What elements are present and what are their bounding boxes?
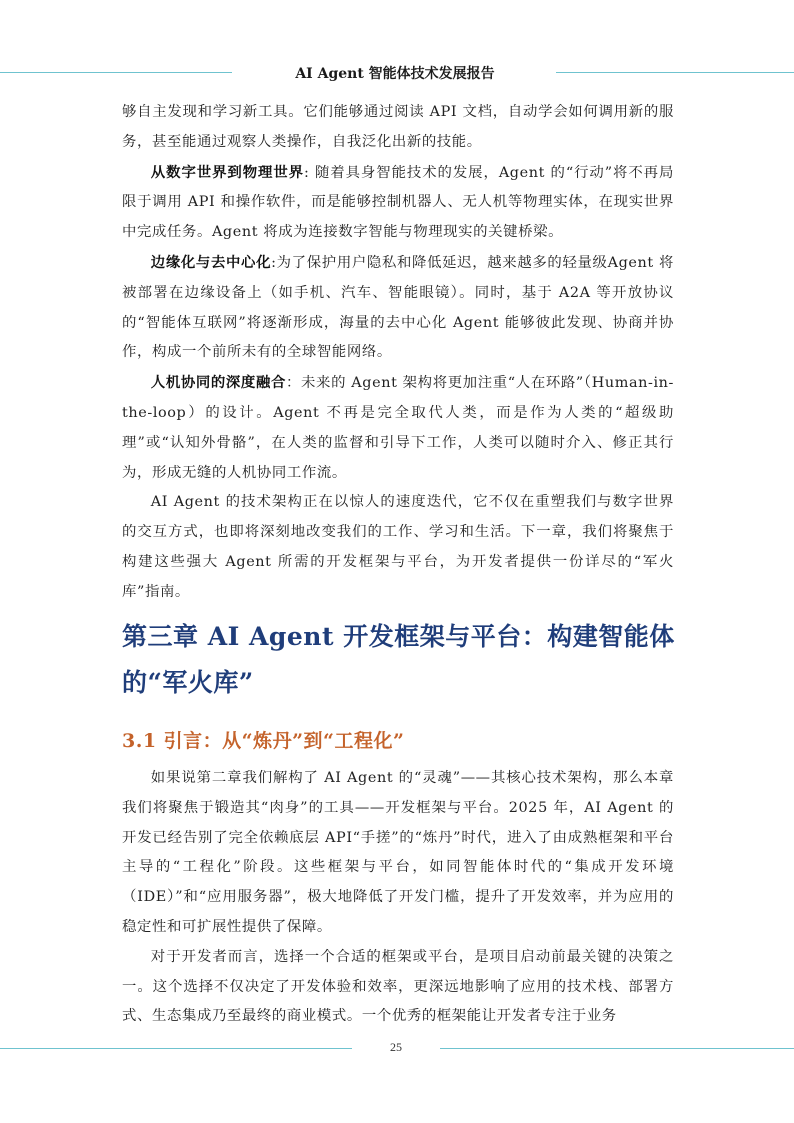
paragraph-continuation: 够自主发现和学习新工具。它们能够通过阅读 API 文档，自动学会如何调用新的服务，甚至能通过观察人类操作，自我泛化出新的技能。 — [122, 104, 674, 150]
body-top — [122, 98, 674, 608]
section-title: 3.1 引言：从“炼丹”到“工程化” — [122, 730, 405, 752]
header-rule-left — [0, 72, 232, 73]
chapter-title: 第三章 AI Agent 开发框架与平台：构建智能体的“军火库” — [122, 622, 675, 697]
paragraph-intro: 如果说第二章我们解构了 AI Agent 的“灵魂”——其核心技术架构，那么本章我们将聚焦于锻造其“肉身”的工具——开发框架与平台。2025 年，AI Agent 的开发已经告别了完全依赖底层 API“手搓”的“炼丹”时代，进入了由成熟框架和平台主导的“工程化”阶段。这些框架与平台，如同智能体时代的“集成开发环境（IDE）”和“应用服务器”，极大地降低了开发门槛，提升了开发效率，并为应用的稳定性和可扩展性提供了保障。 — [122, 770, 674, 935]
paragraph-text: :为了保护用户隐私和降低延迟，越来越多的轻量级Agent 将被部署在边缘设备上（如手机、汽车、智能眼镜）。同时，基于 A2A 等开放协议的“智能体互联网”将逐渐形成，海量的去中心化 Agent 能够彼此发现、协商并协作，构成一个前所未有的全球智能网络。 — [122, 254, 674, 361]
paragraph-digital-to-physical — [122, 158, 674, 248]
footer-rule-left — [0, 1048, 352, 1049]
paragraph-text: ：未来的 Agent 架构将更加注重“人在环路”（Human-in-the-loop）的设计。Agent 不再是完全取代人类，而是作为人类的“超级助理”或“认知外骨骼”，在人类的监督和引导下工作，人类可以随时介入、修正其行为，形成无缝的人机协同工作流。 — [122, 375, 674, 481]
page-number: 25 — [390, 1040, 402, 1054]
paragraph-summary: AI Agent 的技术架构正在以惊人的速度迭代，它不仅在重塑我们与数字世界的交互方式，也即将深刻地改变我们的工作、学习和生活。下一章，我们将聚焦于构建这些强大 Agent 所需的开发框架与平台，为开发者提供一份详尽的“军火库”指南。 — [122, 494, 674, 600]
header-rule-right — [556, 72, 794, 73]
running-header-title: AI Agent 智能体技术发展报告 — [295, 66, 495, 82]
paragraph-text: : 随着具身智能技术的发展，Agent 的“行动”将不再局限于调用 API 和操作软件，而是能够控制机器人、无人机等物理实体，在现实世界中完成任务。Agent 将成为连接数字智能与物理现实的关键桥梁。 — [122, 164, 674, 241]
keyword-label: 人机协同的深度融合 — [150, 374, 286, 392]
paragraph-edge-decentralization — [122, 248, 674, 368]
body-bottom — [122, 764, 674, 1032]
paragraph-choice: 对于开发者而言，选择一个合适的框架或平台，是项目启动前最关键的决策之一。这个选择不仅决定了开发体验和效率，更深远地影响了应用的技术栈、部署方式、生态集成乃至最终的商业模式。一个优秀的框架能让开发者专注于业务 — [122, 948, 674, 1025]
paragraph-human-machine — [122, 368, 674, 488]
keyword-label: 边缘化与去中心化 — [150, 253, 272, 271]
footer-rule-right — [440, 1048, 794, 1049]
keyword-label: 从数字世界到物理世界 — [150, 163, 305, 181]
